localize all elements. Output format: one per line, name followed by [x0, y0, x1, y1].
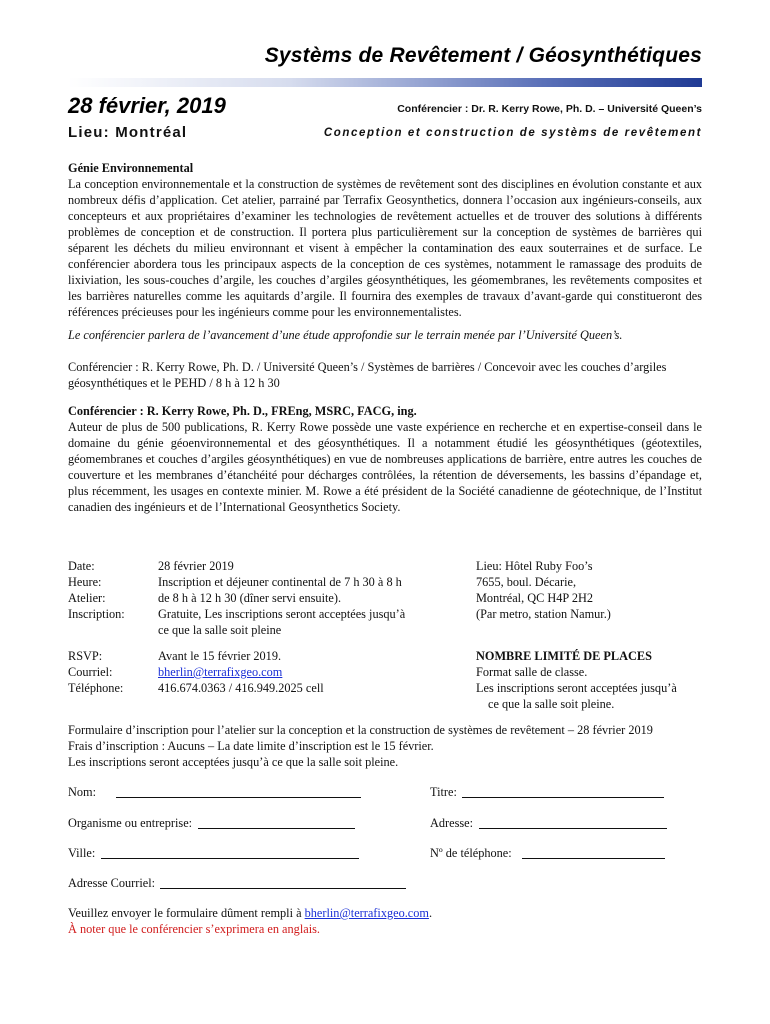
title-gradient-rule: [68, 78, 702, 87]
telephone-label: Nº de téléphone:: [430, 846, 512, 860]
contact-values: [158, 648, 458, 696]
send-instruction: [68, 905, 702, 937]
titre-field[interactable]: [462, 797, 664, 798]
event-subtitle: Conception et construction de systèms de revêtement: [323, 127, 702, 139]
details-values: [158, 558, 458, 638]
limit-block: [476, 648, 716, 712]
venue-line: (Par metro, station Namur.): [476, 607, 611, 621]
bio-paragraph: Auteur de plus de 500 publications, R. Kerry Rowe possède une vaste expérience en recherche et en expertise-conseil dans le domaine du génie géoenvironnemental et des géosynthétiques. Il a notamment étudié les géosynthétiques (géotextiles, géomembranes et couches d’argiles géosynthétiques) en vue de nombreuses applications de barrière, entre autres les couches de couverture et les membranes d’étanchéité pour décharges contrôlées, la rétention de déversements, les bassins d’épandage et, plus récemment, les usages en contexte minier. M. Rowe a été président de la Société canadienne de géotechnique, de l’Institut canadien des ingénieurs et de l’International Geosynthetics Society.: [68, 420, 702, 514]
value-inscription-cont: ce que la salle soit pleine: [158, 623, 282, 637]
limit-line: Les inscriptions seront acceptées jusqu’à: [476, 681, 677, 695]
send-suffix: .: [428, 906, 433, 920]
ville-label: Ville:: [68, 846, 96, 860]
courriel-field[interactable]: [160, 888, 406, 889]
titre-label: Titre:: [430, 785, 457, 799]
speaker-header: Conférencier : Dr. R. Kerry Rowe, Ph. D. – Université Queen’s: [397, 103, 702, 115]
adresse-label: Adresse:: [430, 816, 474, 830]
courriel-label: Adresse Courriel:: [68, 876, 156, 890]
form-intro-line: Les inscriptions seront acceptées jusqu’à ce que la salle soit pleine.: [68, 755, 399, 769]
schedule-note: Conférencier : R. Kerry Rowe, Ph. D. / Université Queen’s / Systèmes de barrières / Concevoir avec les couches d’argiles géosynthétiques et le PEHD / 8 h à 12 h 30: [68, 360, 667, 390]
value-date: 28 février 2019: [158, 559, 234, 573]
venue-block: [476, 558, 716, 622]
form-intro-line: Frais d’inscription : Aucuns – La date limite d’inscription est le 15 février.: [68, 739, 434, 753]
section-paragraph: La conception environnementale et la construction de systèmes de revêtement sont des disciplines en évolution constante et aux nombreux défis d’application. Cet atelier, parrainé par Terrafix Geosynthetics, donnera l’occasion aux ingénieurs-conseils, aux concepteurs et aux propriétaires d’examiner les technologies de revêtement actuelles et de trouver des solutions à différents problèmes de conception et de construction. Il portera plus particulièrement sur la conception de systèmes de barrières qui séparent les déchets du milieu environnant et visent à empêcher la contamination des eaux souterraines et de surface. Le conférencier abordera tous les principaux aspects de la conception de ces systèmes, notamment le ramassage des produits de lixiviation, les sous-couches d’argile, les couches d’argiles géosynthétiques, les géomembranes, les revêtements composites et les barrières naturelles comme les aquitards d’argile. Il fournira des exemples de travaux d’avant-garde qui constitueront des références précieuses pour les ingénieurs comme pour les environnementalistes.: [68, 177, 702, 319]
details-labels: [68, 558, 125, 622]
nom-field[interactable]: [116, 797, 361, 798]
label-rsvp: RSVP:: [68, 649, 103, 663]
organisme-label: Organisme ou entreprise:: [68, 816, 193, 830]
label-courriel: Courriel:: [68, 665, 113, 679]
adresse-field[interactable]: [479, 828, 667, 829]
bio-heading: Conférencier : R. Kerry Rowe, Ph. D., FREng, MSRC, FACG, ing.: [68, 404, 417, 418]
telephone-field[interactable]: [522, 858, 665, 859]
limit-heading: NOMBRE LIMITÉ DE PLACES: [476, 649, 652, 663]
organisme-field[interactable]: [198, 828, 355, 829]
value-atelier: de 8 h à 12 h 30 (dîner servi ensuite).: [158, 591, 342, 605]
value-rsvp: Avant le 15 février 2019.: [158, 649, 282, 663]
english-note: À noter que le conférencier s’exprimera en anglais.: [68, 922, 320, 936]
contact-labels: [68, 648, 123, 696]
form-intro-line: Formulaire d’inscription pour l’atelier sur la conception et la construction de systèmes de revêtement – 28 février 2019: [68, 723, 653, 737]
document-title: Systèms de Revêtement / Géosynthétiques: [264, 44, 702, 67]
limit-line: ce que la salle soit pleine.: [488, 697, 615, 711]
event-date: 28 février, 2019: [68, 93, 226, 118]
label-telephone: Téléphone:: [68, 681, 124, 695]
send-email-link[interactable]: bherlin@terrafixgeo.com: [304, 906, 429, 920]
ville-field[interactable]: [101, 858, 359, 859]
contact-email-link[interactable]: bherlin@terrafixgeo.com: [158, 665, 283, 679]
value-inscription: Gratuite, Les inscriptions seront acceptées jusqu’à: [158, 607, 406, 621]
value-heure: Inscription et déjeuner continental de 7 h 30 à 8 h: [158, 575, 402, 589]
label-heure: Heure:: [68, 575, 102, 589]
section-heading: Génie Environnemental: [68, 161, 194, 175]
event-location: Lieu: Montréal: [68, 124, 188, 141]
form-intro: [68, 722, 702, 770]
limit-line: Format salle de classe.: [476, 665, 588, 679]
label-date: Date:: [68, 559, 95, 573]
label-inscription: Inscription:: [68, 607, 125, 621]
venue-line: 7655, boul. Décarie,: [476, 575, 577, 589]
section-environmental: [68, 160, 702, 320]
italic-note: Le conférencier parlera de l’avancement d’une étude approfondie sur le terrain menée par l’Université Queen’s.: [68, 328, 623, 342]
venue-line: Montréal, QC H4P 2H2: [476, 591, 594, 605]
speaker-bio: [68, 403, 702, 515]
nom-label: Nom:: [68, 785, 97, 799]
venue-line: Lieu: Hôtel Ruby Foo’s: [476, 559, 593, 573]
send-prefix: Veuillez envoyer le formulaire dûment rempli à: [68, 906, 305, 920]
label-atelier: Atelier:: [68, 591, 106, 605]
value-phone: 416.674.0363 / 416.949.2025 cell: [158, 681, 324, 695]
